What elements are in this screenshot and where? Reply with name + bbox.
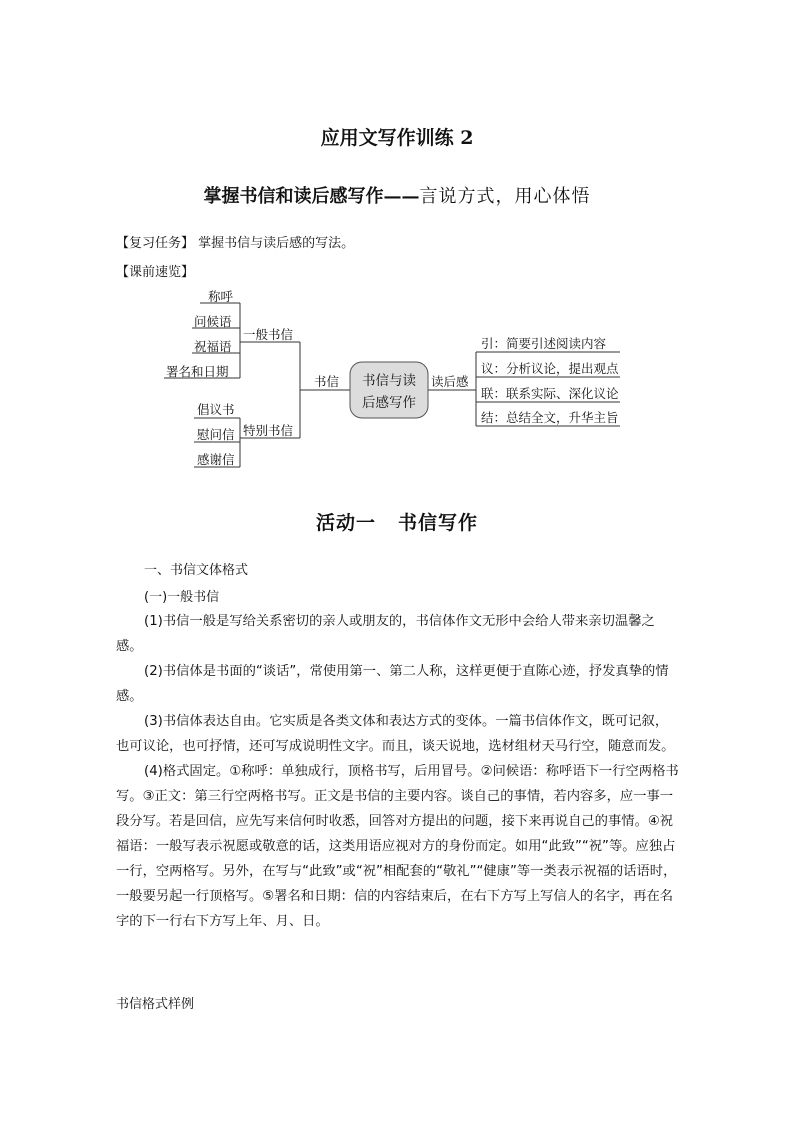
reading-item-1: 议：分析议论，提出观点 bbox=[481, 361, 619, 376]
center-line1: 书信与读 bbox=[362, 373, 416, 389]
preview-label: 【课前速览】 bbox=[116, 265, 195, 280]
section-heading-b: 书信写作 bbox=[398, 512, 479, 534]
center-line2: 后感写作 bbox=[362, 395, 416, 411]
sample-label: 书信格式样例 bbox=[116, 997, 195, 1012]
review-task bbox=[116, 232, 354, 251]
review-text: 掌握书信与读后感的写法。 bbox=[198, 236, 355, 251]
section-heading bbox=[0, 508, 794, 535]
special-item-1: 慰问信 bbox=[197, 427, 235, 442]
general-item-0: 称呼 bbox=[208, 289, 234, 304]
special-letter-label: 特别书信 bbox=[243, 423, 294, 438]
subtitle-main: 掌握书信和读后感写作—— bbox=[203, 186, 420, 207]
paragraph-2: (2)书信体是书面的“谈话”，常使用第一、第二人称，这样更便于直陈心迹，抒发真挚的情感。 bbox=[116, 664, 669, 704]
letter-branch-label: 书信 bbox=[314, 374, 340, 389]
page-subtitle bbox=[0, 182, 794, 208]
general-item-2: 祝福语 bbox=[194, 339, 232, 354]
general-letter-label: 一般书信 bbox=[243, 327, 294, 342]
paragraph-1: (1)书信一般是写给关系密切的亲人或朋友的，书信体作文无形中会给人带来亲切温馨之感。 bbox=[116, 614, 655, 654]
general-item-3: 署名和日期 bbox=[166, 364, 229, 379]
special-item-0: 倡议书 bbox=[197, 402, 235, 417]
paragraph-4: (4)格式固定。①称呼：单独成行，顶格书写，后用冒号。②问候语：称呼语下一行空两格书写。③正文：第三行空两格书写。正文是书信的主要内容。谈自己的事情，若内容多，应一事一段分写。若是回信，应先写来信何时收悉，回答对方提出的问题，接下来再说自己的事情。④祝福语：一般写表示祝愿或敬意的话，这类用语应视对方的身份而定。如用“此致”“祝”等。应独占一行，空两格写。另外，在写与“此致”或“祝”相配套的“敬礼”“健康”等一类表示祝福的话语时，一般要另起一行顶格写。⑤署名和日期：信的内容结束后，在右下方写上写信人的名字，再在名字的下一行右下方写上年、月、日。 bbox=[116, 764, 679, 929]
reading-item-2: 联：联系实际、深化议论 bbox=[481, 386, 619, 401]
review-label: 【复习任务】 bbox=[116, 236, 195, 251]
section-heading-a: 活动一 bbox=[315, 512, 376, 534]
body-paragraphs bbox=[116, 609, 681, 934]
reading-item-0: 引：简要引述阅读内容 bbox=[481, 336, 607, 351]
paragraph-3: (3)书信体表达自由。它实质是各类文体和表达方式的变体。一篇书信体作文，既可记叙，也可议论，也可抒情，还可写成说明性文字。而且，谈天说地，选材组材天马行空，随意而发。 bbox=[116, 714, 675, 754]
special-item-2: 感谢信 bbox=[197, 452, 235, 467]
reading-item-3: 结：总结全文，升华主旨 bbox=[481, 410, 619, 425]
mind-map bbox=[0, 280, 794, 475]
general-item-1: 问候语 bbox=[194, 314, 232, 329]
heading-format: 一、书信文体格式 bbox=[144, 563, 249, 578]
subtitle-tail: 言说方式，用心体悟 bbox=[419, 186, 591, 207]
page-title: 应用文写作训练 2 bbox=[320, 127, 474, 149]
heading-general-letter: (一)一般书信 bbox=[144, 590, 220, 605]
reading-branch-label: 读后感 bbox=[431, 374, 469, 389]
